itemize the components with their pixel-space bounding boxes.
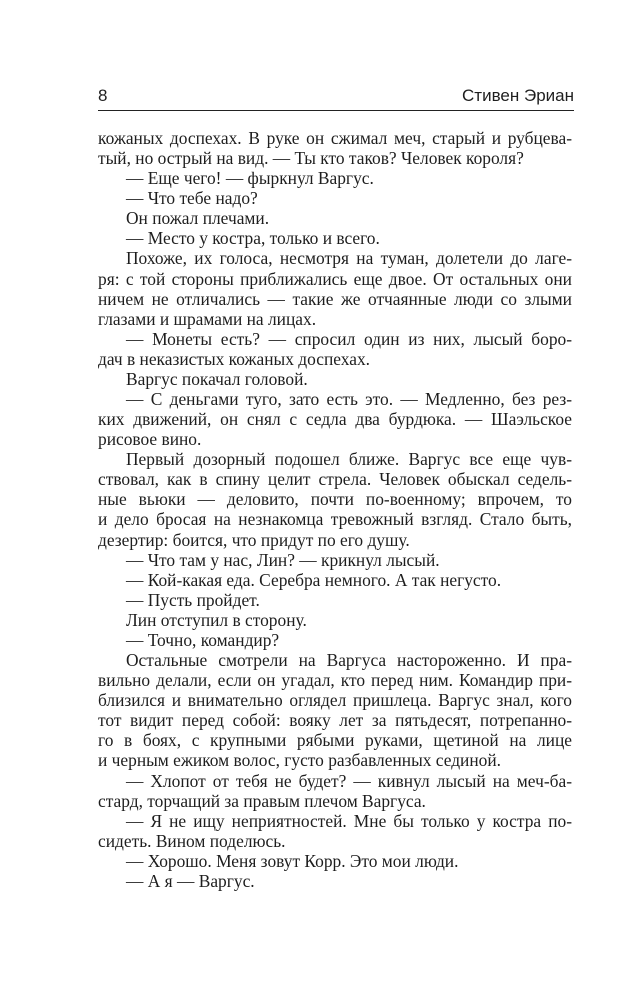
text-line: дач в неказистых кожаных доспехах. <box>98 348 370 369</box>
text-line: Первый дозорный подошел ближе. Варгус все еще чув- <box>126 449 572 470</box>
text-line: — Хлопот от тебя не будет? — кивнул лысый на меч-ба- <box>126 770 572 791</box>
text-line: — Место у костра, только и всего. <box>126 228 380 249</box>
running-header <box>98 86 574 108</box>
text-line: — Я не ищу неприятностей. Мне бы только у костра по- <box>126 810 572 831</box>
text-line: и дело бросая на незнакомца тревожный взгляд. Стало быть, <box>98 509 572 530</box>
text-line: тый, но острый на вид. — Ты кто таков? Человек короля? <box>98 148 524 169</box>
page-body-text <box>98 128 572 891</box>
text-line: кожаных доспехах. В руке он сжимал меч, старый и рубцева- <box>98 128 572 148</box>
text-line: глазами и шрамами на лицах. <box>98 308 317 329</box>
text-line: — А я — Варгус. <box>126 870 255 891</box>
text-line: — Точно, командир? <box>126 629 280 650</box>
text-line: — С деньгами туго, зато есть это. — Медленно, без рез- <box>126 389 572 410</box>
text-line: тот видит перед собой: вояку лет за пятьдесят, потрепанно- <box>98 710 572 731</box>
text-line: сидеть. Вином поделюсь. <box>98 830 286 851</box>
page-number: 8 <box>98 86 108 105</box>
text-line: ких движений, он снял с седла два бурдюка. — Шаэльское <box>98 409 572 430</box>
header-rule <box>98 110 574 111</box>
text-line: го в боях, с крупными рябыми руками, щетиной на лице <box>98 730 572 751</box>
text-line: — Монеты есть? — спросил один из них, лысый боро- <box>126 328 572 349</box>
text-line: — Еще чего! — фыркнул Варгус. <box>126 168 374 189</box>
text-line: — Кой-какая еда. Серебра немного. А так негусто. <box>126 569 502 590</box>
text-line: ные вьюки — деловито, почти по-военному; впрочем, то <box>98 489 572 510</box>
text-line: ничем не отличались — такие же отчаянные люди со злыми <box>98 288 572 309</box>
text-line: Похоже, их голоса, несмотря на туман, долетели до лаге- <box>126 248 572 269</box>
text-line: рисовое вино. <box>98 429 202 450</box>
text-line: ствовал, как в спину целит стрела. Человек обыскал седель- <box>98 469 572 490</box>
text-line: Варгус покачал головой. <box>126 368 308 389</box>
text-line: Лин отступил в сторону. <box>126 609 307 630</box>
text-line: — Что там у нас, Лин? — крикнул лысый. <box>126 549 440 570</box>
text-line: Он пожал плечами. <box>126 208 270 229</box>
text-line: — Хорошо. Меня зовут Корр. Это мои люди. <box>126 850 459 871</box>
text-line: — Что тебе надо? <box>126 188 258 209</box>
text-line: ря: с той стороны приближались еще двое. От остальных они <box>98 268 572 289</box>
text-line: близился и внимательно оглядел пришлеца. Варгус знал, кого <box>98 690 572 711</box>
text-line: — Пусть пройдет. <box>126 589 260 610</box>
text-line: стард, торчащий за правым плечом Варгуса. <box>98 790 426 811</box>
text-line: и черным ежиком волос, густо разбавленных сединой. <box>98 750 502 771</box>
text-line: дезертир: боится, что придут по его душу. <box>98 529 410 550</box>
text-line: Остальные смотрели на Варгуса настороженно. И пра- <box>126 650 572 671</box>
running-header-author: Стивен Эриан <box>462 86 574 105</box>
text-line: вильно делали, если он угадал, кто перед ним. Командир при- <box>98 670 572 691</box>
